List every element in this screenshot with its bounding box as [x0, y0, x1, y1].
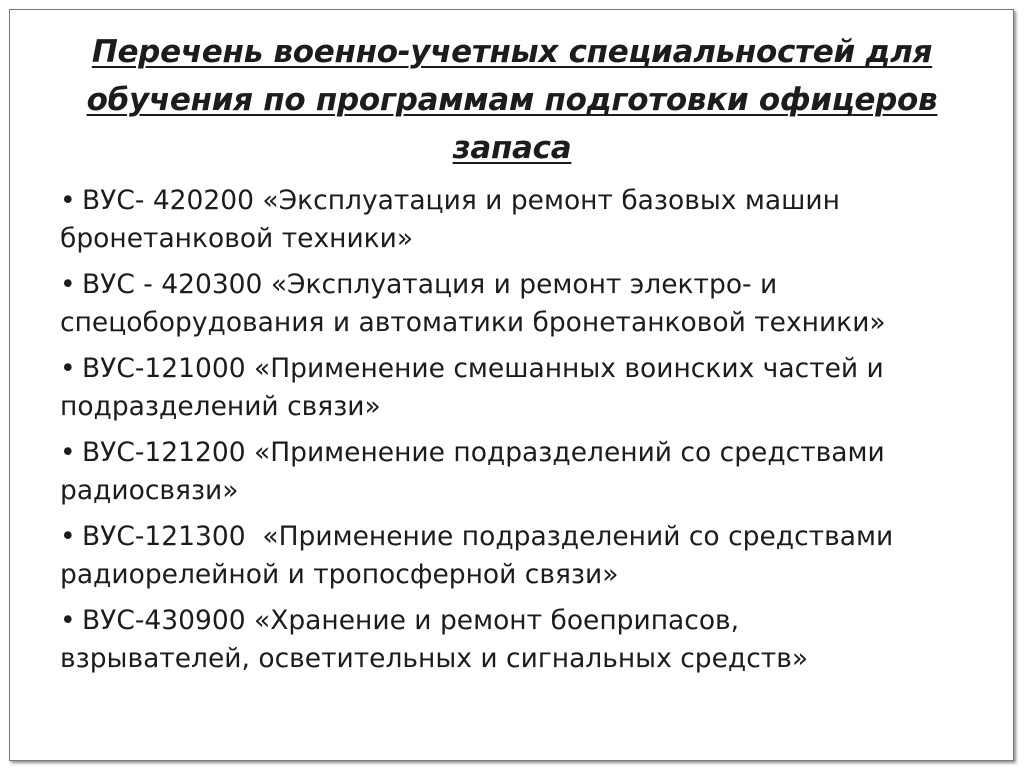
specialty-list	[60, 182, 990, 686]
list-item	[60, 602, 990, 678]
item-text-line-1: ВУС-430900 «Хранение и ремонт боеприпасов,	[82, 605, 740, 636]
title-line-3: запаса	[452, 130, 572, 166]
bullet: •	[60, 605, 76, 636]
item-text-line-1: ВУС-121200 «Применение подразделений со средствами	[82, 437, 885, 468]
item-text-line-2: бронетанковой техники»	[60, 223, 414, 254]
title-line-2: обучения по программам подготовки офицеров	[86, 82, 938, 118]
list-item	[60, 434, 990, 510]
item-text-line-2: спецоборудования и автоматики бронетанковой техники»	[60, 307, 886, 338]
item-text-line-2: радиосвязи»	[60, 475, 239, 506]
bullet: •	[60, 185, 76, 216]
list-item	[60, 182, 990, 258]
list-item	[60, 518, 990, 594]
item-text-line-1: ВУС - 420300 «Эксплуатация и ремонт электро- и	[82, 269, 778, 300]
item-text-line-2: подразделений связи»	[60, 391, 381, 422]
item-text-line-2: радиорелейной и тропосферной связи»	[60, 559, 619, 590]
item-text-line-2: взрывателей, осветительных и сигнальных средств»	[60, 643, 809, 674]
item-text-line-1: ВУС-121000 «Применение смешанных воинских частей и	[82, 353, 884, 384]
list-item	[60, 350, 990, 426]
bullet: •	[60, 269, 76, 300]
bullet: •	[60, 437, 76, 468]
title-line-1: Перечень военно-учетных специальностей для	[91, 34, 933, 70]
slide-title	[40, 28, 984, 172]
bullet: •	[60, 521, 76, 552]
bullet: •	[60, 353, 76, 384]
list-item	[60, 266, 990, 342]
item-text-line-1: ВУС-121300 «Применение подразделений со средствами	[82, 521, 894, 552]
item-text-line-1: ВУС- 420200 «Эксплуатация и ремонт базовых машин	[82, 185, 840, 216]
